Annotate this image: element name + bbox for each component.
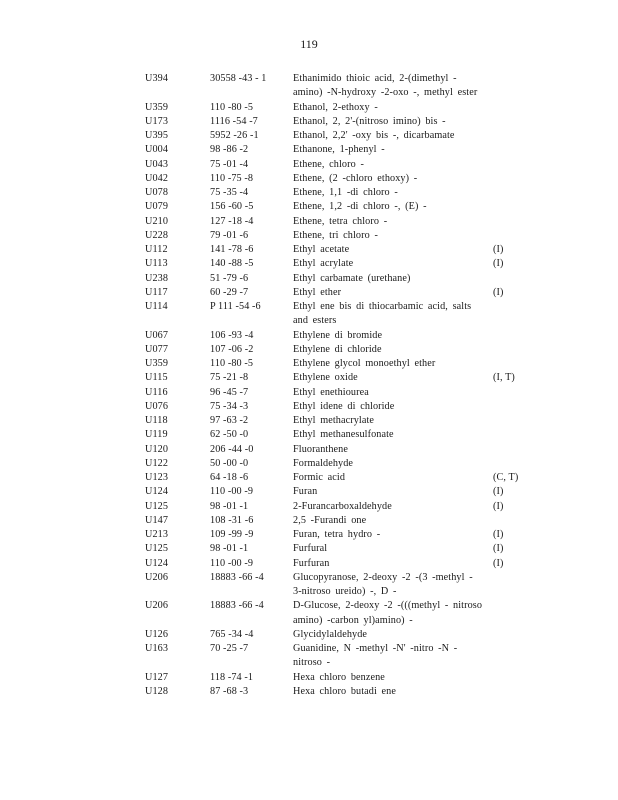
chemical-name: Ethyl ene bis di thiocarbamic acid, salts and esters — [293, 301, 472, 327]
table-row — [0, 599, 618, 628]
hazard-code: (I) — [493, 543, 504, 555]
waste-code: U116 — [145, 386, 168, 398]
table-row — [0, 471, 618, 485]
chemical-name: Fluoranthene — [293, 443, 348, 455]
table-row — [0, 500, 618, 514]
chemical-name: Formic acid — [293, 472, 346, 483]
chemical-name: Furfuran — [293, 557, 330, 569]
table-row — [0, 200, 618, 214]
waste-code: U124 — [145, 486, 169, 498]
waste-code: U114 — [145, 301, 168, 312]
waste-code: U228 — [145, 229, 169, 241]
waste-code: U206 — [145, 600, 169, 612]
chemical-name: Ethyl idene di chloride — [293, 400, 395, 412]
waste-code: U173 — [145, 115, 169, 127]
cas-number: 75 -01 -4 — [210, 158, 249, 170]
table-row — [0, 158, 618, 172]
cas-number: P 111 -54 -6 — [210, 301, 261, 312]
cas-number: 75 -34 -3 — [210, 400, 249, 412]
waste-code: U113 — [145, 258, 168, 270]
cas-number: 50 -00 -0 — [210, 457, 249, 469]
table-row — [0, 272, 618, 286]
cas-number: 206 -44 -0 — [210, 443, 254, 455]
chemical-name: 2-Furancarboxaldehyde — [293, 500, 392, 512]
waste-code: U163 — [145, 643, 169, 654]
hazard-code: (I) — [493, 529, 504, 540]
cas-number: 98 -86 -2 — [210, 144, 249, 156]
page-number: 119 — [300, 37, 318, 51]
waste-code: U124 — [145, 557, 169, 569]
table-row — [0, 300, 618, 329]
cas-number: 98 -01 -1 — [210, 500, 249, 512]
waste-code: U120 — [145, 443, 169, 455]
chemical-name: Hexa chloro benzene — [293, 671, 385, 683]
chemical-name: 2,5 -Furandi one — [293, 514, 367, 526]
waste-code: U119 — [145, 429, 168, 441]
chemical-name: Ethyl carbamate (urethane) — [293, 272, 411, 284]
cas-number: 1116 -54 -7 — [210, 115, 258, 127]
cas-number: 98 -01 -1 — [210, 543, 249, 555]
hazard-code: (I) — [493, 244, 504, 255]
table-row — [0, 243, 618, 257]
cas-number: 106 -93 -4 — [210, 329, 254, 341]
hazard-code: (I) — [493, 258, 504, 270]
cas-number: 110 -00 -9 — [210, 486, 254, 498]
chemical-name: Ethyl methacrylate — [293, 415, 375, 426]
table-row — [0, 571, 618, 600]
cas-number: 156 -60 -5 — [210, 201, 254, 213]
waste-code: U213 — [145, 529, 169, 540]
chemical-table — [0, 72, 618, 699]
table-row — [0, 528, 618, 542]
cas-number: 79 -01 -6 — [210, 229, 249, 241]
waste-code: U147 — [145, 514, 169, 526]
waste-code: U238 — [145, 272, 169, 284]
cas-number: 96 -45 -7 — [210, 386, 249, 398]
hazard-code: (I, T) — [493, 372, 515, 384]
cas-number: 110 -00 -9 — [210, 557, 254, 569]
table-row — [0, 514, 618, 528]
waste-code: U042 — [145, 172, 169, 184]
table-row — [0, 685, 618, 699]
table-row — [0, 457, 618, 471]
waste-code: U077 — [145, 343, 169, 355]
table-row — [0, 215, 618, 229]
table-row — [0, 542, 618, 556]
chemical-name: Glucopyranose, 2-deoxy -2 -(3 -methyl - 3-nitroso ureido) -, D - — [293, 571, 473, 597]
cas-number: 141 -78 -6 — [210, 244, 254, 255]
table-row — [0, 443, 618, 457]
table-row — [0, 72, 618, 101]
chemical-name: Ethanimido thioic acid, 2-(dimethyl - amino) -N-hydroxy -2-oxo -, methyl ester — [293, 73, 478, 99]
table-row — [0, 642, 618, 671]
cas-number: 110 -75 -8 — [210, 172, 254, 184]
waste-code: U112 — [145, 244, 168, 255]
chemical-name: Ethanol, 2, 2'-(nitroso imino) bis - — [293, 115, 446, 127]
waste-code: U117 — [145, 286, 168, 298]
waste-code: U395 — [145, 130, 169, 141]
cas-number: 62 -50 -0 — [210, 429, 249, 441]
table-row — [0, 143, 618, 157]
table-row — [0, 400, 618, 414]
cas-number: 118 -74 -1 — [210, 671, 254, 683]
waste-code: U126 — [145, 628, 169, 640]
chemical-name: Ethanone, 1-phenyl - — [293, 144, 385, 156]
cas-number: 75 -35 -4 — [210, 187, 249, 198]
waste-code: U359 — [145, 101, 169, 113]
waste-code: U115 — [145, 372, 168, 384]
table-row — [0, 628, 618, 642]
table-row — [0, 371, 618, 385]
waste-code: U125 — [145, 500, 169, 512]
chemical-name: Ethyl methanesulfonate — [293, 429, 394, 441]
table-row — [0, 329, 618, 343]
table-row — [0, 101, 618, 115]
cas-number: 127 -18 -4 — [210, 215, 254, 227]
chemical-name: Ethyl enethiourea — [293, 386, 369, 398]
cas-number: 64 -18 -6 — [210, 472, 249, 483]
waste-code: U123 — [145, 472, 169, 483]
chemical-name: Guanidine, N -methyl -N' -nitro -N - nitroso - — [293, 643, 458, 669]
cas-number: 108 -31 -6 — [210, 514, 254, 526]
chemical-name: Ethene, tri chloro - — [293, 229, 378, 241]
waste-code: U043 — [145, 158, 169, 170]
chemical-name: Ethylene di bromide — [293, 329, 383, 341]
cas-number: 107 -06 -2 — [210, 343, 254, 355]
cas-number: 30558 -43 - 1 — [210, 73, 267, 84]
chemical-name: Ethyl ether — [293, 286, 342, 298]
cas-number: 110 -80 -5 — [210, 101, 254, 113]
table-row — [0, 414, 618, 428]
chemical-name: Ethene, chloro - — [293, 158, 364, 170]
chemical-name: Ethanol, 2-ethoxy - — [293, 101, 378, 113]
chemical-name: Ethene, 1,2 -di chloro -, (E) - — [293, 201, 427, 213]
chemical-name: Furan, tetra hydro - — [293, 529, 381, 540]
chemical-name: Ethene, 1,1 -di chloro - — [293, 187, 398, 198]
hazard-code: (I) — [493, 486, 504, 498]
table-row — [0, 186, 618, 200]
hazard-code: (C, T) — [493, 472, 519, 483]
chemical-name: Ethylene di chloride — [293, 343, 382, 355]
waste-code: U079 — [145, 201, 169, 213]
waste-code: U206 — [145, 571, 169, 583]
cas-number: 18883 -66 -4 — [210, 600, 264, 612]
waste-code: U118 — [145, 415, 168, 426]
cas-number: 110 -80 -5 — [210, 358, 254, 369]
chemical-name: Ethylene glycol monoethyl ether — [293, 358, 436, 369]
waste-code: U125 — [145, 543, 169, 555]
chemical-name: Ethanol, 2,2' -oxy bis -, dicarbamate — [293, 130, 455, 141]
waste-code: U076 — [145, 400, 169, 412]
cas-number: 60 -29 -7 — [210, 286, 249, 298]
waste-code: U127 — [145, 671, 169, 683]
table-row — [0, 129, 618, 143]
waste-code: U394 — [145, 73, 169, 84]
waste-code: U078 — [145, 187, 169, 198]
waste-code: U128 — [145, 685, 169, 697]
chemical-name: Formaldehyde — [293, 457, 354, 469]
chemical-name: Ethene, (2 -chloro ethoxy) - — [293, 172, 418, 184]
hazard-code: (I) — [493, 557, 504, 569]
chemical-name: Ethyl acrylate — [293, 258, 354, 270]
hazard-code: (I) — [493, 286, 504, 298]
table-row — [0, 286, 618, 300]
cas-number: 70 -25 -7 — [210, 643, 249, 654]
cas-number: 5952 -26 -1 — [210, 130, 259, 141]
chemical-name: Furan — [293, 486, 318, 498]
hazard-code: (I) — [493, 500, 504, 512]
chemical-name: Furfural — [293, 543, 328, 555]
table-row — [0, 115, 618, 129]
chemical-name: Ethylene oxide — [293, 372, 358, 384]
table-row — [0, 357, 618, 371]
chemical-name: D-Glucose, 2-deoxy -2 -(((methyl - nitroso amino) -carbon yl)amino) - — [293, 600, 483, 626]
waste-code: U067 — [145, 329, 169, 341]
waste-code: U359 — [145, 358, 169, 369]
cas-number: 97 -63 -2 — [210, 415, 249, 426]
chemical-name: Ethene, tetra chloro - — [293, 215, 388, 227]
chemical-name: Glycidylaldehyde — [293, 628, 368, 640]
chemical-name: Hexa chloro butadi ene — [293, 685, 396, 697]
table-row — [0, 229, 618, 243]
cas-number: 75 -21 -8 — [210, 372, 249, 384]
cas-number: 765 -34 -4 — [210, 628, 254, 640]
chemical-name: Ethyl acetate — [293, 244, 350, 255]
table-row — [0, 557, 618, 571]
table-row — [0, 343, 618, 357]
table-row — [0, 428, 618, 442]
waste-code: U210 — [145, 215, 169, 227]
table-row — [0, 671, 618, 685]
cas-number: 51 -79 -6 — [210, 272, 249, 284]
cas-number: 140 -88 -5 — [210, 258, 254, 270]
table-row — [0, 386, 618, 400]
waste-code: U122 — [145, 457, 169, 469]
table-row — [0, 485, 618, 499]
cas-number: 87 -68 -3 — [210, 685, 249, 697]
table-row — [0, 172, 618, 186]
cas-number: 18883 -66 -4 — [210, 571, 264, 583]
cas-number: 109 -99 -9 — [210, 529, 254, 540]
waste-code: U004 — [145, 144, 169, 156]
table-row — [0, 257, 618, 271]
